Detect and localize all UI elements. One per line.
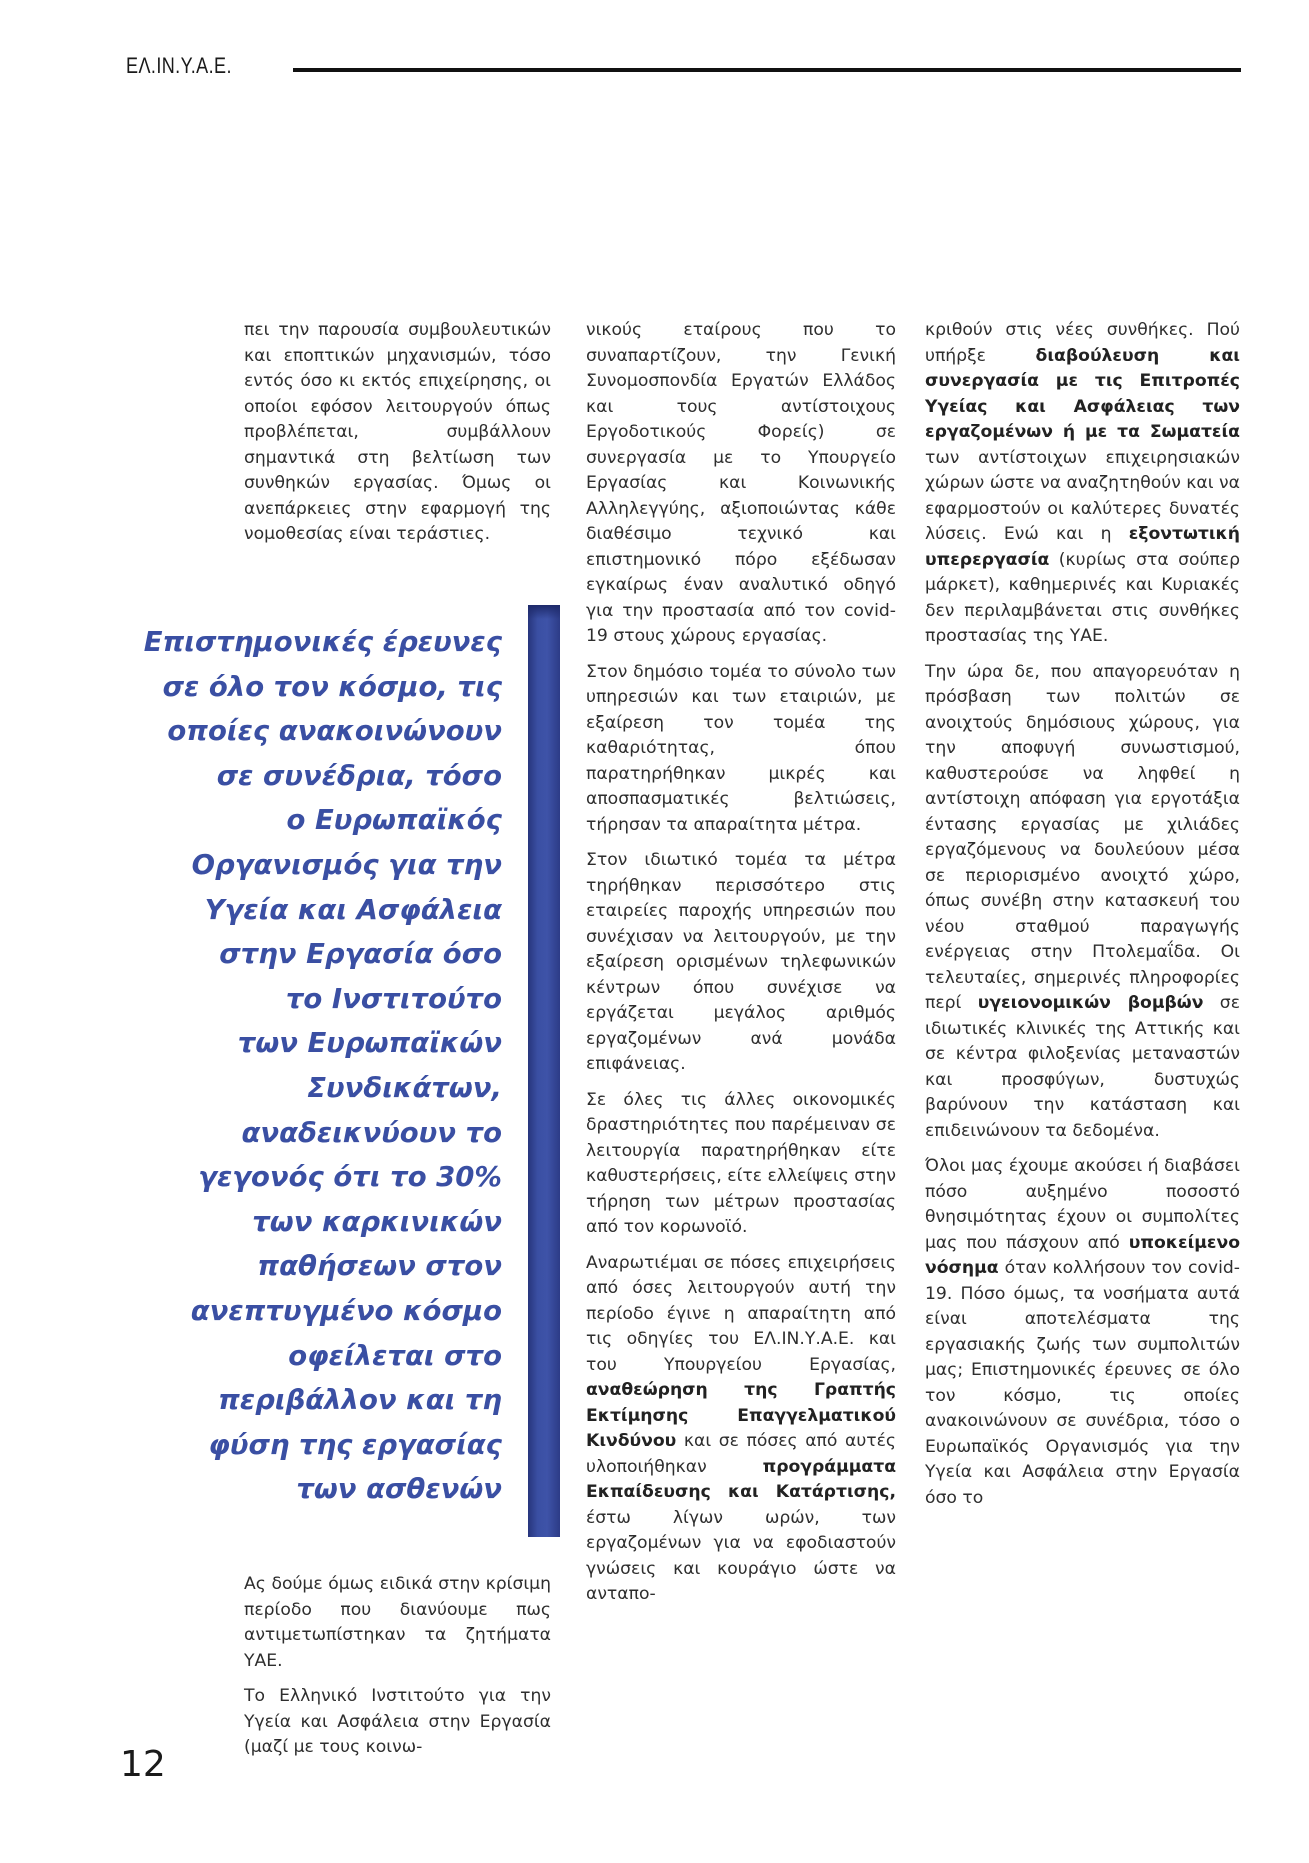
bold-emphasis: αναθεώρηση της Γραπτής Εκτίμησης Επαγγελματικού Κινδύνου — [586, 1380, 896, 1451]
text-run: όταν κολλήσουν τον covid- 19. Πόσο όμως, τα νοσήματα αυτά είναι αποτελέσματα της εργασιακής ζωής των συμπολιτών μας; Επιστημονικές έρευνες σε όλο τον κόσμο, τις οποίες ανακοινώνουν σε συνέδρια, τόσο ο Ευρωπαϊκός Οργανισμός για την Υγεία και Ασφάλεια στην Εργασία όσο το — [925, 1258, 1240, 1508]
pull-quote — [110, 620, 502, 1512]
bold-emphasis: υγειονομικών βομβών — [977, 993, 1204, 1013]
bold-emphasis: προγράμματα Εκπαίδευσης και Κατάρτισης, — [586, 1456, 896, 1502]
pull-quote-line: οφείλεται στο — [288, 1339, 502, 1372]
pull-quote-line: οποίες ανακοινώνουν — [167, 715, 502, 748]
paragraph — [925, 318, 1240, 650]
text-run: Όλοι μας έχουμε ακούσει ή διαβάσει πόσο αυξημένο ποσοστό θνησιμότητας έχουν οι συμπολίτες μας που πάσχουν από — [925, 1156, 1240, 1253]
paragraph: Το Ελληνικό Ινστιτούτο για την Υγεία και Ασφάλεια στην Εργασία (μαζί με τους κοινω- — [244, 1686, 551, 1757]
paragraph: νικούς εταίρους που το συναπαρτίζουν, την Γενική Συνομοσπονδία Εργατών Ελλάδος και τους αντίστοιχους Εργοδοτικούς Φορείς) σε συνεργασία με το Υπουργείο Εργασίας και Κοινωνικής Αλληλεγγύης, αξιοποιώντας κάθε διαθέσιμο τεχνικό και επιστημονικό πόρο εξέδωσαν εγκαίρως έναν αναλυτικό οδηγό για την προστασία από τον covid-19 στους χώρους εργασίας. — [586, 320, 896, 646]
paragraph: Στον δημόσιο τομέα το σύνολο των υπηρεσιών και των εταιριών, με εξαίρεση τον τομέα της καθαριότητας, όπου παρατηρήθηκαν μικρές και αποσπασματικές βελτιώσεις, τήρησαν τα απαραίτητα μέτρα. — [586, 661, 896, 835]
text-run: έστω λίγων ωρών, των εργαζομένων για να εφοδιαστούν γνώσεις και κουράγιο ώστε να ανταπο- — [586, 1507, 896, 1604]
paragraph: πει την παρουσία συμβουλευτικών και εποπτικών μηχανισμών, τόσο εντός όσο κι εκτός επιχείρησης, οι οποίοι εφόσον λειτουργούν όπως προβλέπεται, συμβάλλουν σημαντικά στη βελτίωση των συνθηκών εργασίας. Όμως οι ανεπάρκειες στην εφαρμογή της νομοθεσίας είναι τεράστιες. — [244, 320, 551, 544]
text-run: Την ώρα δε, που απαγορευόταν η πρόσβαση των πολιτών σε ανοιχτούς δημόσιους χώρους, για την αποφυγή συνωστισμού, καθυστερούσε να ληφθεί η αντίστοιχη απόφαση για εργοτάξια έντασης εργασίας με χιλιάδες εργαζόμενους να δουλεύουν μέσα σε περιορισμένο ανοιχτό χώρο, όπως συνέβη στην κατασκευή του νέου σταθμού παραγωγής ενέργειας στην Πτολεμαΐδα. Οι τελευταίες, σημερινές πληροφορίες περί — [925, 661, 1240, 1013]
pull-quote-accent-bar — [528, 605, 560, 1537]
pull-quote-line: ανεπτυγμένο κόσμο — [190, 1294, 502, 1327]
pull-quote-line: των καρκινικών — [252, 1205, 502, 1238]
paragraph: Στον ιδιωτικό τομέα τα μέτρα τηρήθηκαν περισσότερο στις εταιρείες παροχής υπηρεσιών που συνέχισαν να λειτουργούν, με την εξαίρεση ορισμένων τηλεφωνικών κέντρων όπου συνέχισε να εργάζεται μεγάλος αριθμός εργαζομένων ανά μονάδα επιφάνειας. — [586, 850, 896, 1074]
text-run: και σε πόσες από αυτές υλοποιήθηκαν — [586, 1431, 896, 1477]
pull-quote-line: φύση της εργασίας — [208, 1428, 502, 1461]
pull-quote-line: σε συνέδρια, τόσο — [216, 759, 502, 792]
pull-quote-line: Οργανισμός για την — [191, 848, 502, 881]
pull-quote-line: ο Ευρωπαϊκός — [286, 804, 502, 837]
header-rule-divider — [293, 68, 1241, 72]
pull-quote-line: σε όλο τον κόσμο, τις — [162, 670, 502, 703]
paragraph: Ας δούμε όμως ειδικά στην κρίσιμη περίοδο που διανύουμε πως αντιμετωπίστηκαν τα ζητήματα ΥΑΕ. — [244, 1574, 551, 1671]
pull-quote-line: στην Εργασία όσο — [219, 938, 502, 971]
pull-quote-line: γεγονός ότι το 30% — [198, 1161, 502, 1194]
pull-quote-line: Υγεία και Ασφάλεια — [204, 893, 502, 926]
bold-emphasis: διαβούλευση και συνεργασία με τις Επιτροπές Υγείας και Ασφάλειας των εργαζομένων ή με τα Σωματεία — [925, 345, 1240, 442]
text-run: των αντίστοιχων επιχειρησιακών χώρων ώστε να αναζητηθούν και να εφαρμοστούν οι καλύτερες δυνατές λύσεις. Ενώ και η — [925, 447, 1240, 544]
pull-quote-line: περιβάλλον και τη — [218, 1384, 502, 1417]
pull-quote-line: των Ευρωπαϊκών — [237, 1027, 502, 1060]
pull-quote-line: Επιστημονικές έρευνες — [143, 626, 502, 658]
text-run: (κυρίως στα σούπερ μάρκετ), καθημερινές και Κυριακές δεν περιλαμβάνεται στις συνθήκες προστασίας της ΥΑΕ. — [925, 549, 1240, 646]
paragraph — [925, 1154, 1240, 1511]
bold-emphasis: εξοντωτική υπερεργασία — [925, 524, 1240, 570]
text-run: Αναρωτιέμαι σε πόσες επιχειρήσεις από όσες λειτουργούν αυτή την περίοδο έγινε η απαραίτητη από τις οδηγίες του ΕΛ.ΙΝ.Υ.Α.Ε. και του Υπουργείου Εργασίας, — [586, 1252, 896, 1375]
right-column — [925, 318, 1240, 1521]
middle-column — [586, 318, 896, 1618]
text-run: σε ιδιωτικές κλινικές της Αττικής και σε κέντρα φιλοξενίας μεταναστών και προσφύγων, δυστυχώς βαρύνουν την κατάσταση και επιδεινώνουν τα δεδομένα. — [925, 993, 1240, 1141]
page-number: 12 — [120, 1744, 166, 1785]
pull-quote-line: αναδεικνύουν το — [241, 1116, 502, 1149]
pull-quote-line: των ασθενών — [296, 1473, 502, 1506]
paragraph — [925, 660, 1240, 1145]
text-run: κριθούν στις νέες συνθήκες. Πού υπήρξε — [925, 320, 1240, 366]
pull-quote-line: παθήσεων στον — [257, 1250, 502, 1283]
paragraph — [586, 1251, 896, 1608]
pull-quote-line: το Ινστιτούτο — [285, 982, 502, 1015]
paragraph: Σε όλες τις άλλες οικονομικές δραστηριότητες που παρέμειναν σε λειτουργία παρατηρήθηκαν είτε καθυστερήσεις, είτε ελλείψεις στην τήρηση των μέτρων προστασίας από τον κορωνοϊό. — [586, 1089, 896, 1237]
left-column-top — [244, 318, 551, 558]
running-header-title: ΕΛ.ΙΝ.Υ.Α.Ε. — [126, 53, 232, 78]
left-column-bottom — [244, 1572, 551, 1771]
pull-quote-line: Συνδικάτων, — [307, 1071, 502, 1104]
bold-emphasis: υποκείμενο νόσημα — [925, 1232, 1240, 1278]
